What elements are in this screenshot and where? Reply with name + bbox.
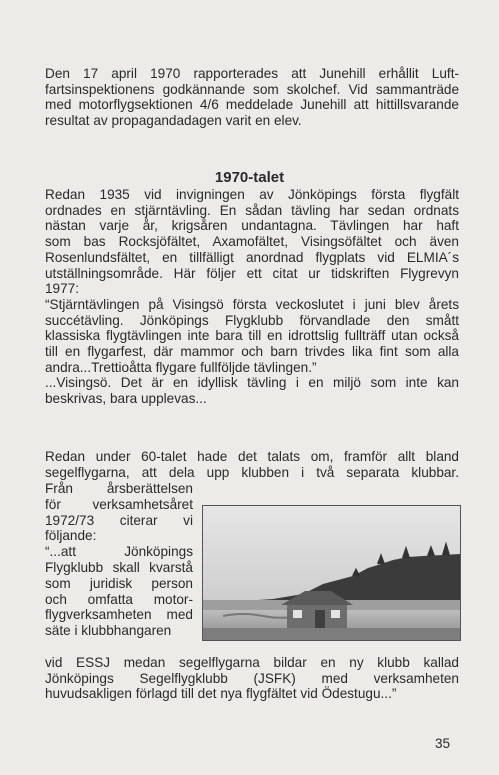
text-line: säte i klubbhangaren <box>45 623 172 639</box>
photo-clubhouse-by-lake <box>202 505 461 641</box>
text-line: 1972/73 citerar vi <box>45 512 193 528</box>
text-line: flygverksamheten med <box>45 607 193 623</box>
text-line: “Stjärntävlingen på Visingsö första veckoslutet i juni blev årets <box>45 296 459 312</box>
text-line: resultat av propagandadagen varit en elev. <box>45 113 302 129</box>
text-line: Från årsberättelsen <box>45 481 193 496</box>
text-line: 1977: <box>45 281 80 297</box>
text-line: och omfatta motor- <box>45 591 193 607</box>
text-line: Jönköpings Segelflygklubb (JSFK) med verksamheten <box>45 670 459 686</box>
paragraph-3-left-column <box>45 481 193 639</box>
text-line: succétävling. Jönköpings Flygklubb förvandlade den smått <box>45 312 459 328</box>
text-line: utställningsområde. Här följer ett citat ur tidskriften Flygrevyn <box>45 265 459 281</box>
text-line: beskrivas, bara upplevas... <box>45 391 207 407</box>
paragraph-1 <box>45 66 459 129</box>
paragraph-3 <box>45 449 459 480</box>
text-line: huvudsakligen förlagd till det nya flygfältet vid Ödestugu...” <box>45 686 397 702</box>
text-line: som juridisk person <box>45 575 193 591</box>
text-line: följande: <box>45 528 97 544</box>
text-line: Flygklubb skall kvarstå <box>45 559 193 575</box>
text-line: nästan varje år, krigsåren undantagna. Tävlingen har haft <box>45 218 459 234</box>
text-line: för verksamhetsåret <box>45 496 193 512</box>
text-line: vid ESSJ medan segelflygarna bildar en ny klubb kallad <box>45 655 459 670</box>
text-line: ...Visingsö. Det är en idyllisk tävling i en miljö som inte kan <box>45 375 459 391</box>
text-line: fartsinspektionens godkännande som skolchef. Vid sammanträde <box>45 81 459 97</box>
paragraph-4 <box>45 655 459 702</box>
paragraph-2 <box>45 187 459 407</box>
text-line: till en flygarfest, där mammor och barn trivdes lika fint som alla <box>45 344 459 360</box>
text-line: andra...Trettioåtta flygare fullföljde tävlingen.” <box>45 359 317 375</box>
page-number: 35 <box>435 736 451 751</box>
text-line: Den 17 april 1970 rapporterades att Junehill erhållit Luft- <box>45 66 459 81</box>
text-line: Redan under 60-talet hade det talats om, framför allt bland <box>45 449 459 464</box>
text-line: Rosenlundsfältet, en tillfälligt anordnad flygplats vid ELMIA´s <box>45 249 459 265</box>
text-line: ordnades en stjärntävling. En sådan tävling har sedan ordnats <box>45 202 459 218</box>
text-line: Redan 1935 vid invigningen av Jönköpings första flygfält <box>45 187 459 202</box>
text-line: klassiska flygtävlingen inte bara till en idrottslig fullträff utan också <box>45 328 459 344</box>
text-line: med motorflygsektionen 4/6 meddelade Junehill att hittillsvarande <box>45 97 459 113</box>
text-line: segelflygarna, att dela upp klubben i två separata klubbar. <box>45 464 459 480</box>
text-line: som bas Rocksjöfältet, Axamofältet, Visingsöfältet och även <box>45 234 459 250</box>
text-line: “...att Jönköpings <box>45 544 193 560</box>
section-heading: 1970-talet <box>214 169 285 186</box>
